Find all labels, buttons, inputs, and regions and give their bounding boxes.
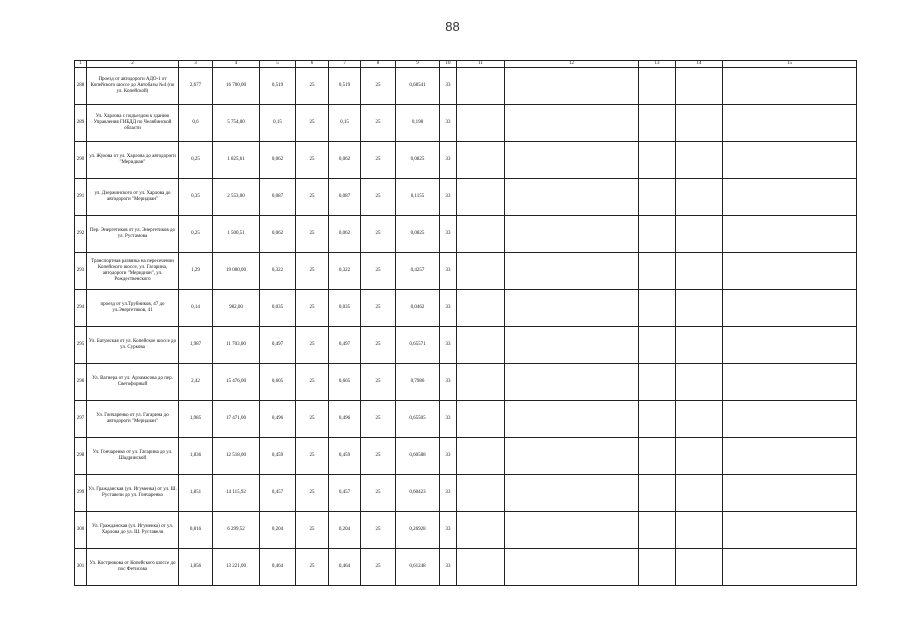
cell-c6: 25 <box>296 68 329 105</box>
empty-cell <box>676 364 723 401</box>
cell-c10: 33 <box>440 105 457 142</box>
empty-cell <box>723 512 857 549</box>
cell-c6: 25 <box>296 475 329 512</box>
cell-c9: 0,65505 <box>396 401 440 438</box>
cell-n: 291 <box>75 179 87 216</box>
empty-cell <box>457 512 505 549</box>
cell-area: 1 500,51 <box>213 216 260 253</box>
cell-area: 17 471,00 <box>213 401 260 438</box>
cell-c6: 25 <box>296 438 329 475</box>
cell-c9: 0,1155 <box>396 179 440 216</box>
empty-cell <box>505 327 639 364</box>
cell-name: проезд от ул.Трубников, 47 до ул.Энергетиков, 41 <box>87 290 179 327</box>
table-row <box>75 549 857 586</box>
cell-n: 295 <box>75 327 87 364</box>
cell-name: Ул. Кострюкова от Копейского шоссе до пос Фетисова <box>87 549 179 586</box>
cell-n: 300 <box>75 512 87 549</box>
cell-c6: 25 <box>296 401 329 438</box>
empty-cell <box>676 401 723 438</box>
empty-cell <box>639 253 676 290</box>
empty-cell <box>676 68 723 105</box>
empty-cell <box>723 549 857 586</box>
table-row <box>75 142 857 179</box>
cell-area: 16 700,00 <box>213 68 260 105</box>
empty-cell <box>505 68 639 105</box>
empty-cell <box>457 68 505 105</box>
cell-c6: 25 <box>296 253 329 290</box>
cell-name: Ул. Гражданская (ул. Игуменка) от ул. Харлова до ул. Ш. Руставели <box>87 512 179 549</box>
empty-cell <box>639 179 676 216</box>
cell-c6: 25 <box>296 216 329 253</box>
cell-len: 1,987 <box>179 327 213 364</box>
cell-len: 1,851 <box>179 475 213 512</box>
cell-c5: 0,497 <box>260 327 296 364</box>
header-cell: 1 <box>75 61 87 68</box>
cell-c10: 33 <box>440 364 457 401</box>
cell-area: 6 299,52 <box>213 512 260 549</box>
empty-cell <box>505 142 639 179</box>
table-row <box>75 290 857 327</box>
empty-cell <box>505 216 639 253</box>
empty-cell <box>639 105 676 142</box>
empty-cell <box>723 216 857 253</box>
cell-c8: 25 <box>361 327 396 364</box>
cell-len: 0,6 <box>179 105 213 142</box>
cell-c5: 0,062 <box>260 216 296 253</box>
empty-cell <box>723 401 857 438</box>
cell-c8: 25 <box>361 401 396 438</box>
cell-c7: 0,496 <box>329 401 361 438</box>
cell-area: 1 825,61 <box>213 142 260 179</box>
cell-c5: 0,496 <box>260 401 296 438</box>
cell-name: Ул. Харлова с подъездом к зданию Управления ГИБДД по Челябинской области <box>87 105 179 142</box>
cell-c5: 0,519 <box>260 68 296 105</box>
empty-cell <box>505 179 639 216</box>
cell-c7: 0,519 <box>329 68 361 105</box>
cell-n: 290 <box>75 142 87 179</box>
table-row <box>75 364 857 401</box>
cell-area: 13 221,00 <box>213 549 260 586</box>
cell-n: 293 <box>75 253 87 290</box>
empty-cell <box>457 327 505 364</box>
empty-cell <box>505 364 639 401</box>
cell-name: Ул. Гончаренко от ул. Гагарина до автодороги "Меридиан" <box>87 401 179 438</box>
cell-c9: 0,60423 <box>396 475 440 512</box>
empty-cell <box>723 364 857 401</box>
empty-cell <box>457 475 505 512</box>
cell-c10: 33 <box>440 327 457 364</box>
empty-cell <box>505 105 639 142</box>
empty-cell <box>505 438 639 475</box>
empty-cell <box>639 364 676 401</box>
empty-cell <box>639 512 676 549</box>
cell-c10: 33 <box>440 290 457 327</box>
cell-c5: 0,15 <box>260 105 296 142</box>
cell-area: 982,00 <box>213 290 260 327</box>
cell-len: 1,836 <box>179 438 213 475</box>
cell-len: 0,35 <box>179 179 213 216</box>
cell-c9: 0,60588 <box>396 438 440 475</box>
cell-c6: 25 <box>296 105 329 142</box>
header-cell: 10 <box>440 61 457 68</box>
cell-c8: 25 <box>361 142 396 179</box>
cell-len: 0,25 <box>179 142 213 179</box>
cell-c9: 0,0825 <box>396 216 440 253</box>
cell-c6: 25 <box>296 290 329 327</box>
cell-len: 0,14 <box>179 290 213 327</box>
empty-cell <box>457 364 505 401</box>
empty-cell <box>723 253 857 290</box>
cell-n: 299 <box>75 475 87 512</box>
empty-cell <box>457 142 505 179</box>
cell-c6: 25 <box>296 179 329 216</box>
header-cell: 11 <box>457 61 505 68</box>
empty-cell <box>505 512 639 549</box>
page-number: 88 <box>445 19 460 34</box>
empty-cell <box>505 401 639 438</box>
empty-cell <box>457 253 505 290</box>
empty-cell <box>505 253 639 290</box>
cell-c10: 33 <box>440 253 457 290</box>
header-cell: 8 <box>361 61 396 68</box>
cell-c7: 0,087 <box>329 179 361 216</box>
table-row <box>75 438 857 475</box>
cell-c8: 25 <box>361 179 396 216</box>
cell-c10: 33 <box>440 179 457 216</box>
table-row <box>75 512 857 549</box>
empty-cell <box>676 105 723 142</box>
cell-c7: 0,459 <box>329 438 361 475</box>
cell-c5: 0,457 <box>260 475 296 512</box>
empty-cell <box>676 216 723 253</box>
empty-cell <box>639 68 676 105</box>
header-cell: 5 <box>260 61 296 68</box>
empty-cell <box>639 290 676 327</box>
header-cell: 6 <box>296 61 329 68</box>
empty-cell <box>676 438 723 475</box>
table-row <box>75 68 857 105</box>
cell-c5: 0,605 <box>260 364 296 401</box>
cell-c9: 0,65571 <box>396 327 440 364</box>
cell-n: 297 <box>75 401 87 438</box>
empty-cell <box>457 401 505 438</box>
cell-area: 14 115,92 <box>213 475 260 512</box>
cell-name: Ул. Гончаренко от ул. Гагарина до ул. Шадринской <box>87 438 179 475</box>
empty-cell <box>639 549 676 586</box>
cell-len: 0,25 <box>179 216 213 253</box>
empty-cell <box>639 438 676 475</box>
cell-c9: 0,61248 <box>396 549 440 586</box>
cell-c10: 33 <box>440 216 457 253</box>
cell-name: Ул. Вагнера от ул. Арзамасова до пер. Светофорный <box>87 364 179 401</box>
cell-c8: 25 <box>361 253 396 290</box>
cell-c6: 25 <box>296 512 329 549</box>
cell-c10: 33 <box>440 438 457 475</box>
cell-c9: 0,198 <box>396 105 440 142</box>
cell-area: 15 476,00 <box>213 364 260 401</box>
header-cell: 3 <box>179 61 213 68</box>
empty-cell <box>457 216 505 253</box>
empty-cell <box>723 68 857 105</box>
table-row <box>75 401 857 438</box>
cell-c7: 0,062 <box>329 216 361 253</box>
cell-c8: 25 <box>361 438 396 475</box>
cell-n: 294 <box>75 290 87 327</box>
table-row <box>75 179 857 216</box>
empty-cell <box>505 475 639 512</box>
cell-len: 1,856 <box>179 549 213 586</box>
cell-name: Проезд от автодороги АДО-1 от Копейского шоссе до Автобазы №4 (по ул. Копейской) <box>87 68 179 105</box>
header-cell: 7 <box>329 61 361 68</box>
cell-c7: 0,204 <box>329 512 361 549</box>
header-row <box>75 61 857 68</box>
empty-cell <box>676 179 723 216</box>
cell-c7: 0,062 <box>329 142 361 179</box>
cell-len: 2,42 <box>179 364 213 401</box>
header-cell: 4 <box>213 61 260 68</box>
cell-len: 2,677 <box>179 68 213 105</box>
cell-name: Транспортная развязка на пересечении Копейского шоссе, ул. Гагарина, автодороги "Меридиан", ул. Рождественского <box>87 253 179 290</box>
cell-c10: 33 <box>440 475 457 512</box>
table-row <box>75 327 857 364</box>
cell-c5: 0,087 <box>260 179 296 216</box>
cell-area: 19 000,00 <box>213 253 260 290</box>
cell-area: 2 553,00 <box>213 179 260 216</box>
empty-cell <box>676 253 723 290</box>
cell-n: 288 <box>75 68 87 105</box>
empty-cell <box>457 105 505 142</box>
cell-c7: 0,322 <box>329 253 361 290</box>
empty-cell <box>457 438 505 475</box>
cell-len: 1,985 <box>179 401 213 438</box>
roads-table <box>74 60 857 586</box>
cell-c8: 25 <box>361 216 396 253</box>
cell-n: 301 <box>75 549 87 586</box>
empty-cell <box>505 549 639 586</box>
cell-c6: 25 <box>296 327 329 364</box>
empty-cell <box>639 216 676 253</box>
cell-name: Пер. Энергетиков от ул. Энергетиков до ул. Рустамова <box>87 216 179 253</box>
cell-c5: 0,459 <box>260 438 296 475</box>
cell-n: 298 <box>75 438 87 475</box>
cell-c5: 0,204 <box>260 512 296 549</box>
cell-c5: 0,035 <box>260 290 296 327</box>
cell-c6: 25 <box>296 549 329 586</box>
empty-cell <box>723 475 857 512</box>
cell-c6: 25 <box>296 364 329 401</box>
cell-c9: 0,0462 <box>396 290 440 327</box>
cell-c7: 0,605 <box>329 364 361 401</box>
cell-c5: 0,322 <box>260 253 296 290</box>
cell-c5: 0,062 <box>260 142 296 179</box>
empty-cell <box>505 290 639 327</box>
empty-cell <box>676 142 723 179</box>
table-row <box>75 216 857 253</box>
empty-cell <box>723 105 857 142</box>
cell-c5: 0,464 <box>260 549 296 586</box>
empty-cell <box>639 475 676 512</box>
cell-c10: 33 <box>440 549 457 586</box>
cell-c9: 0,68541 <box>396 68 440 105</box>
cell-name: Ул. Гражданская (ул. Игуменка) от ул. Ш. Руставели до ул. Гончаренко <box>87 475 179 512</box>
empty-cell <box>723 142 857 179</box>
table-row <box>75 253 857 290</box>
cell-c8: 25 <box>361 549 396 586</box>
header-cell: 12 <box>505 61 639 68</box>
header-cell: 13 <box>639 61 676 68</box>
cell-area: 11 703,00 <box>213 327 260 364</box>
cell-area: 12 518,00 <box>213 438 260 475</box>
empty-cell <box>723 179 857 216</box>
cell-c6: 25 <box>296 142 329 179</box>
empty-cell <box>457 179 505 216</box>
empty-cell <box>723 290 857 327</box>
empty-cell <box>676 475 723 512</box>
empty-cell <box>457 549 505 586</box>
cell-n: 292 <box>75 216 87 253</box>
empty-cell <box>639 142 676 179</box>
cell-len: 1,29 <box>179 253 213 290</box>
cell-c8: 25 <box>361 364 396 401</box>
cell-c7: 0,464 <box>329 549 361 586</box>
cell-c8: 25 <box>361 68 396 105</box>
cell-name: ул. Жукова от ул. Харлова до автодороги "Меридиан" <box>87 142 179 179</box>
header-cell: 2 <box>87 61 179 68</box>
cell-c8: 25 <box>361 105 396 142</box>
cell-c7: 0,15 <box>329 105 361 142</box>
header-cell: 14 <box>676 61 723 68</box>
empty-cell <box>639 401 676 438</box>
cell-name: ул. Дзержинского от ул. Харлова до автодороги "Меридиан" <box>87 179 179 216</box>
empty-cell <box>676 327 723 364</box>
table-row <box>75 475 857 512</box>
cell-n: 296 <box>75 364 87 401</box>
cell-c9: 0,7986 <box>396 364 440 401</box>
cell-c10: 33 <box>440 68 457 105</box>
cell-c10: 33 <box>440 142 457 179</box>
cell-c10: 33 <box>440 512 457 549</box>
cell-c8: 25 <box>361 290 396 327</box>
cell-c9: 0,0825 <box>396 142 440 179</box>
header-cell: 15 <box>723 61 857 68</box>
empty-cell <box>676 290 723 327</box>
cell-c7: 0,497 <box>329 327 361 364</box>
cell-c8: 25 <box>361 512 396 549</box>
cell-c9: 0,26928 <box>396 512 440 549</box>
empty-cell <box>723 327 857 364</box>
table-row <box>75 105 857 142</box>
cell-c7: 0,035 <box>329 290 361 327</box>
cell-area: 5 754,00 <box>213 105 260 142</box>
empty-cell <box>457 290 505 327</box>
empty-cell <box>676 512 723 549</box>
header-cell: 9 <box>396 61 440 68</box>
cell-c8: 25 <box>361 475 396 512</box>
empty-cell <box>639 327 676 364</box>
cell-len: 0,816 <box>179 512 213 549</box>
empty-cell <box>723 438 857 475</box>
cell-c9: 0,4257 <box>396 253 440 290</box>
cell-n: 289 <box>75 105 87 142</box>
cell-name: Ул. Батумская от ул. Копейское шоссе до ул. Суркова <box>87 327 179 364</box>
cell-c10: 33 <box>440 401 457 438</box>
cell-c7: 0,457 <box>329 475 361 512</box>
empty-cell <box>676 549 723 586</box>
